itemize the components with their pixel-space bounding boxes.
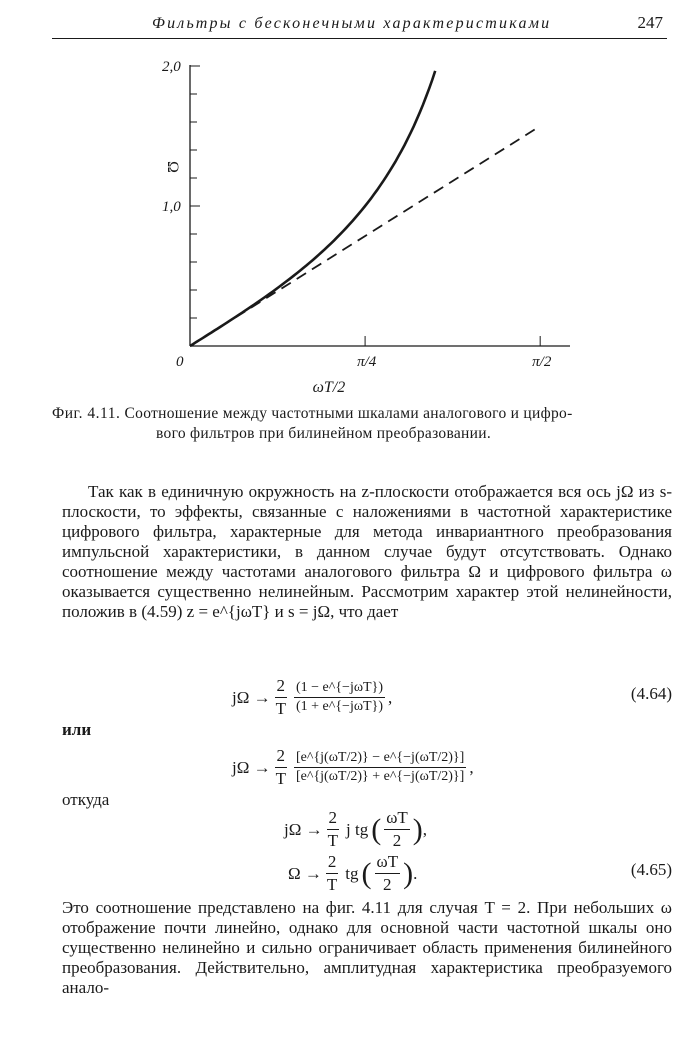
eq465-coef	[325, 852, 339, 895]
word-ili: или	[62, 720, 92, 739]
eqc-lhs: jΩ →	[284, 819, 323, 839]
eqc-coef-num: 2	[327, 808, 340, 830]
figure-caption	[52, 404, 672, 444]
figure-4-11-chart	[150, 50, 570, 400]
eqb-denominator: [e^{j(ωT/2)} + e^{−j(ωT/2)}]	[296, 769, 465, 784]
word-otkuda: откуда	[62, 790, 110, 809]
paragraph-2: Это соотношение представлено на фиг. 4.11 для случая T = 2. При небольших ω отображение почти линейно, однако для основной части частотной шкалы оно существенно нелинейно и сильно ограничивает область применения билинейного преобразования. Действительно, амплитудная характеристика преобразуемого анало-	[62, 898, 672, 997]
eqb-coef-den: T	[275, 769, 286, 788]
eqc-arg-num: ωT	[384, 808, 410, 830]
eq464-fraction	[294, 680, 385, 715]
equation-number-4-64: (4.64)	[630, 684, 672, 703]
equation-b	[232, 746, 474, 789]
eq465-arg-den: 2	[383, 875, 392, 894]
eq464-tail: ,	[388, 687, 393, 707]
eq465-coef-den: T	[326, 875, 338, 894]
eq464-coef	[274, 676, 288, 719]
eqb-numerator: [e^{j(ωT/2)} − e^{−j(ωT/2)}]	[294, 750, 466, 768]
eq464-denominator: (1 + e^{−jωT})	[296, 699, 383, 714]
running-header	[52, 12, 667, 39]
eq464-numerator: (1 − e^{−jωT})	[294, 680, 385, 698]
x-axis-label: ωT/2	[312, 379, 346, 396]
eq465-argument	[375, 852, 401, 895]
eq465-paren-close: )	[403, 856, 414, 890]
series-tan-curve	[190, 71, 435, 346]
running-head-title: Фильтры с бесконечными характеристиками	[152, 15, 552, 32]
eqc-arg-den: 2	[392, 831, 402, 850]
eqb-fraction	[294, 750, 466, 785]
x-tick-label: π/2	[532, 354, 552, 370]
eq464-lhs: jΩ →	[232, 687, 271, 707]
equation-number-4-65: (4.65)	[630, 860, 672, 879]
caption-label: Фиг. 4.11.	[52, 405, 121, 422]
page-number: 247	[637, 13, 663, 32]
eqc-argument	[384, 808, 410, 851]
eq465-lhs: Ω →	[288, 863, 322, 883]
eqb-lhs: jΩ →	[232, 757, 271, 777]
eq464-coef-num: 2	[275, 676, 288, 698]
caption-line-2: вого фильтров при билинейном преобразовании.	[156, 425, 492, 442]
eqc-coef-den: T	[327, 831, 338, 850]
eq465-coef-num: 2	[326, 852, 339, 874]
eq464-coef-den: T	[275, 699, 286, 718]
eqb-coef-num: 2	[275, 746, 288, 768]
eqc-paren-open: (	[371, 812, 382, 846]
y-tick-label: 1,0	[162, 199, 181, 215]
eqb-coef	[274, 746, 288, 789]
eqb-tail: ,	[469, 757, 474, 777]
eqc-mid: j tg	[346, 819, 369, 839]
y-axis-label: Ω	[164, 161, 181, 173]
equation-c	[284, 808, 427, 851]
y-tick-label: 2,0	[162, 59, 181, 75]
eq465-mid: tg	[345, 863, 359, 883]
eq465-tail: .	[413, 863, 418, 883]
eq465-arg-num: ωT	[375, 852, 401, 874]
equation-4-64	[232, 676, 392, 719]
eq465-paren-open: (	[361, 856, 372, 890]
origin-label: 0	[176, 354, 184, 370]
paragraph-1: Так как в единичную окружность на z-плоскости отображается вся ось jΩ из s-плоскости, то эффекты, связанные с наложениями в частотной характеристике цифрового фильтра, характерные для метода инвариантного преобразования импульсной характеристики, в данном случае будут отсутствовать. Однако соотношение между частотами аналогового фильтра Ω и цифрового фильтра ω оказывается существенно нелинейным. Рассмотрим характер этой нелинейности, положив в (4.59) z = e^{jωT} и s = jΩ, что дает	[62, 482, 672, 621]
eqc-tail: ,	[422, 819, 428, 839]
series-linear-dashed	[190, 129, 536, 346]
equation-4-65	[288, 852, 417, 895]
x-tick-label: π/4	[357, 354, 377, 370]
eqc-coef	[326, 808, 340, 851]
caption-line-1: Соотношение между частотными шкалами аналогового и цифро-	[124, 405, 573, 422]
eqc-paren-close: )	[412, 812, 423, 846]
